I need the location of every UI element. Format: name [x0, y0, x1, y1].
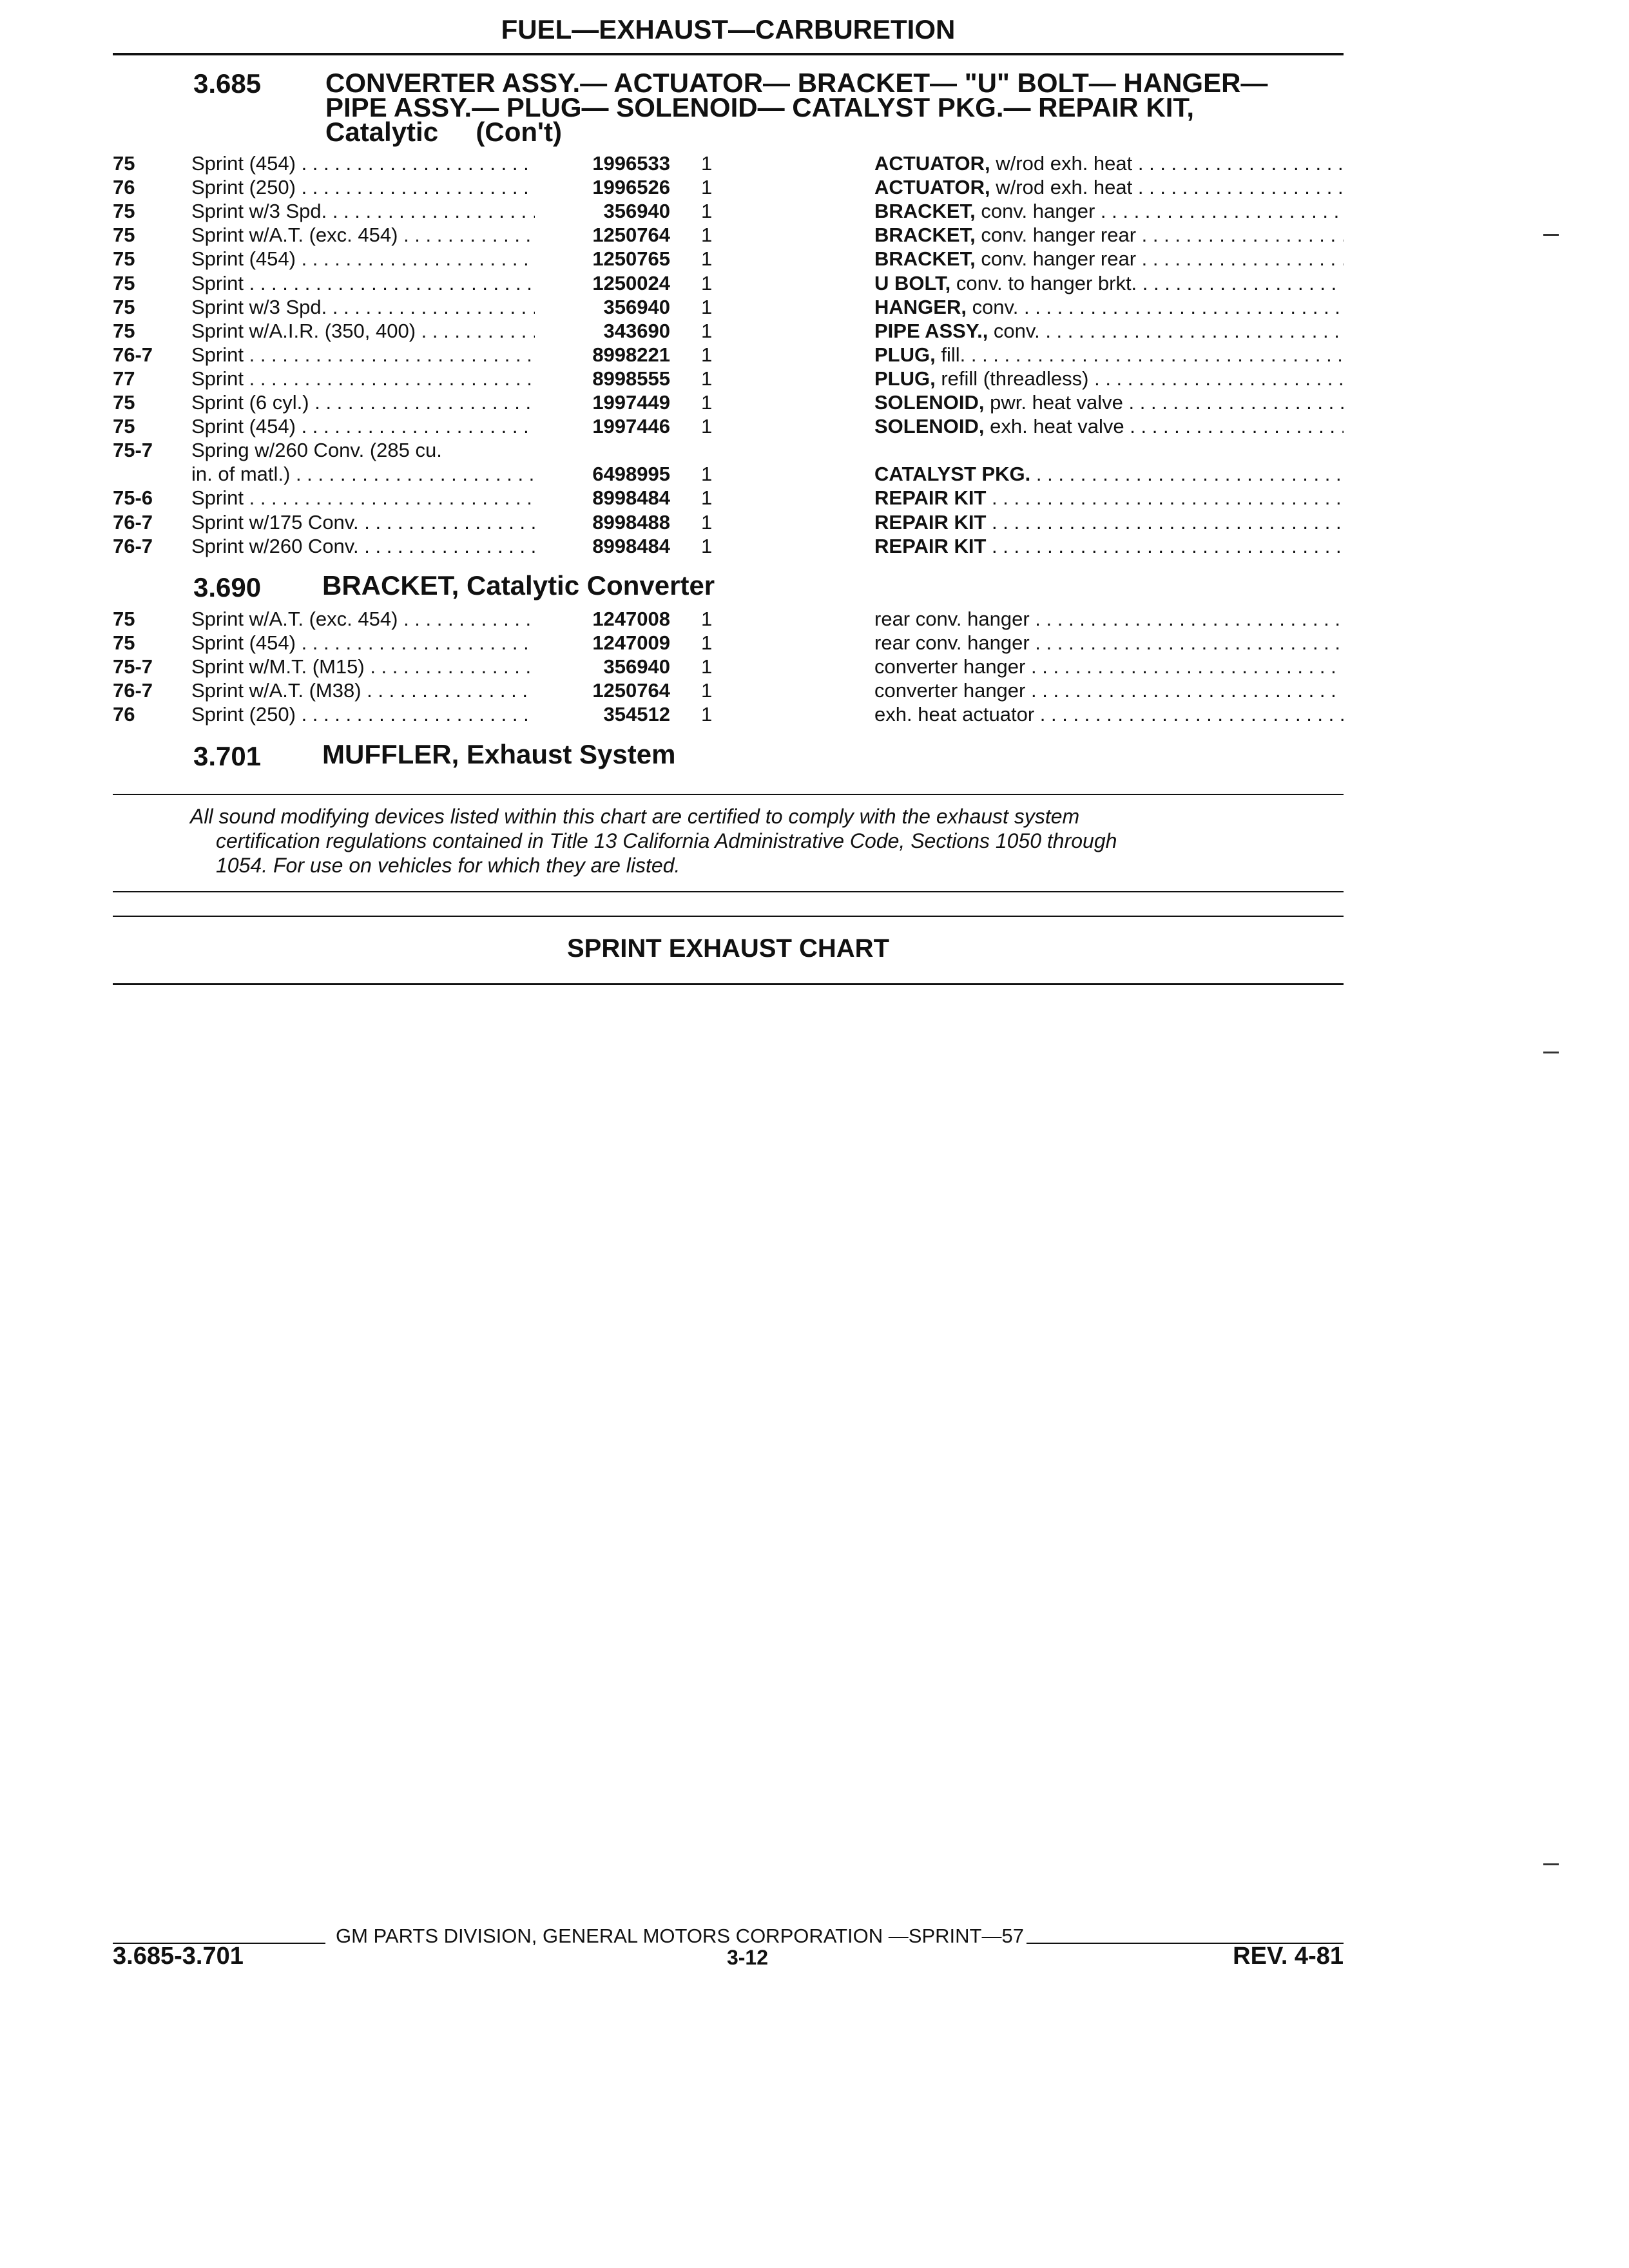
part-detail: conv.: [988, 319, 1040, 342]
part-number: 1250764: [535, 223, 670, 247]
table-row: [0, 223, 1629, 247]
vehicle-model: Spring w/260 Conv. (285 cu.: [191, 439, 442, 462]
part-number: 6498995: [535, 462, 670, 486]
section-3685-title-line: CONVERTER ASSY.— ACTUATOR— BRACKET— "U" BOLT— HANGER—: [325, 68, 1268, 98]
footer-section-range: 3.685-3.701: [113, 1943, 244, 1970]
note-line: 1054. For use on vehicles for which they are listed.: [216, 854, 680, 877]
model-year: 75: [113, 608, 135, 630]
part-name: SOLENOID,: [874, 391, 985, 414]
table-row: [0, 271, 1629, 295]
part-description: [874, 414, 1344, 438]
page-header: FUEL—EXHAUST—CARBURETION: [501, 14, 956, 44]
part-number: 1997449: [535, 390, 670, 414]
part-name: PIPE ASSY.,: [874, 319, 988, 342]
part-description: [874, 390, 1344, 414]
part-number: 356940: [535, 655, 670, 678]
model-year: 76-7: [113, 510, 153, 533]
chart-title: SPRINT EXHAUST CHART: [566, 934, 890, 963]
table-row: [0, 343, 1629, 367]
section-3685-title-line: Catalytic (Con't): [325, 117, 563, 147]
footer-page-number: 3-12: [726, 1946, 769, 1969]
model-year: 75-6: [113, 486, 153, 510]
section-3685-title: [325, 68, 1268, 147]
section-3690-title: BRACKET, Catalytic Converter: [322, 570, 715, 601]
part-number: 1996533: [535, 151, 670, 175]
vehicle-model: Sprint . . .: [191, 343, 543, 367]
quantity: 1: [701, 510, 713, 533]
part-description: [874, 702, 1344, 726]
part-number: 356940: [535, 295, 670, 319]
table-row: [0, 414, 1629, 438]
divider-rule: [113, 983, 1344, 985]
part-detail: w/rod exh. heat: [990, 176, 1133, 199]
quantity: 1: [701, 247, 713, 271]
table-row: [0, 462, 1629, 486]
table-row: [0, 367, 1629, 390]
part-name: SOLENOID,: [874, 415, 985, 438]
model-year: 76-7: [113, 343, 153, 366]
footer-revision: REV. 4-81: [1233, 1943, 1344, 1970]
divider-rule: [113, 891, 1344, 892]
part-name: REPAIR KIT: [874, 534, 987, 557]
model-year: 75: [113, 391, 135, 414]
table-row: [0, 438, 1629, 462]
vehicle-model: in. of matl.) . . .: [191, 462, 543, 486]
model-year: 75: [113, 200, 135, 223]
part-number: 8998484: [535, 534, 670, 558]
part-name: PLUG,: [874, 367, 936, 390]
part-name: BRACKET,: [874, 224, 976, 247]
table-row: [0, 199, 1629, 223]
part-description: [874, 247, 1344, 271]
model-year: 75: [113, 295, 135, 318]
part-description: [874, 367, 1344, 390]
quantity: 1: [701, 200, 713, 223]
part-description: [874, 151, 1344, 175]
vehicle-model: Sprint w/A.T. (M38) . . .: [191, 678, 543, 702]
part-name: REPAIR KIT: [874, 510, 987, 533]
part-detail: conv. hanger rear: [975, 247, 1137, 271]
quantity: 1: [701, 224, 713, 247]
quantity: 1: [701, 534, 713, 557]
vehicle-model: Sprint w/A.I.R. (350, 400) . . .: [191, 319, 543, 343]
part-description: [874, 199, 1344, 223]
quantity: 1: [701, 679, 713, 702]
part-name: BRACKET,: [874, 200, 976, 223]
part-number: 1250024: [535, 271, 670, 295]
model-year: 75: [113, 271, 135, 294]
part-number: 1250765: [535, 247, 670, 271]
vehicle-model: Sprint (454) . . .: [191, 151, 543, 175]
part-description: [874, 319, 1344, 343]
part-name: U BOLT,: [874, 271, 951, 294]
part-name: REPAIR KIT: [874, 486, 987, 510]
model-year: 75: [113, 247, 135, 271]
part-name: HANGER,: [874, 295, 967, 318]
part-detail: rear conv. hanger: [874, 608, 1030, 630]
model-year: 75-7: [113, 655, 153, 678]
part-number: 354512: [535, 702, 670, 726]
part-number: 8998484: [535, 486, 670, 510]
part-description: [874, 607, 1344, 631]
part-name: ACTUATOR,: [874, 176, 990, 199]
section-3685-title-line: PIPE ASSY.— PLUG— SOLENOID— CATALYST PKG.— REPAIR KIT,: [325, 92, 1195, 122]
table-row: [0, 175, 1629, 199]
model-year: 75: [113, 152, 135, 175]
vehicle-model: Sprint w/A.T. (exc. 454) . . .: [191, 223, 543, 247]
part-description: [874, 223, 1344, 247]
part-name: ACTUATOR,: [874, 152, 990, 175]
vehicle-model: Sprint . . .: [191, 486, 543, 510]
section-3701-code: 3.701: [193, 741, 262, 771]
part-description: [874, 175, 1344, 199]
part-description: [874, 486, 1344, 510]
quantity: 1: [701, 367, 713, 390]
model-year: 75: [113, 319, 135, 342]
quantity: 1: [701, 295, 713, 318]
section-3701-title: MUFFLER, Exhaust System: [322, 739, 676, 769]
part-number: 8998488: [535, 510, 670, 534]
note-line: certification regulations contained in Title 13 California Administrative Code, Sections 1050 through: [216, 829, 1117, 852]
table-row: [0, 295, 1629, 319]
quantity: 1: [701, 343, 713, 366]
part-number: 1250764: [535, 678, 670, 702]
part-description: [874, 631, 1344, 655]
quantity: 1: [701, 271, 713, 294]
vehicle-model: Sprint (250) . . .: [191, 175, 543, 199]
part-detail: exh. heat valve: [984, 415, 1124, 438]
part-detail: w/rod exh. heat: [990, 152, 1133, 175]
table-row: [0, 702, 1629, 726]
vehicle-model: Sprint (250) . . .: [191, 702, 543, 726]
footer-division: [113, 1925, 1344, 1948]
quantity: 1: [701, 319, 713, 342]
table-row: [0, 678, 1629, 702]
vehicle-model: Sprint w/175 Conv. . . .: [191, 510, 543, 534]
table-row: [0, 631, 1629, 655]
section-3690-code: 3.690: [193, 572, 262, 602]
quantity: 1: [701, 415, 713, 438]
vehicle-model: Sprint w/3 Spd. . . .: [191, 295, 543, 319]
part-detail: converter hanger: [874, 679, 1026, 702]
section-3685-code: 3.685: [193, 68, 262, 99]
table-row: [0, 655, 1629, 678]
model-year: 75: [113, 224, 135, 247]
part-description: [874, 510, 1344, 534]
margin-mark: [1543, 1052, 1559, 1053]
quantity: 1: [701, 391, 713, 414]
part-detail: conv.: [966, 295, 1019, 318]
part-detail: rear conv. hanger: [874, 631, 1030, 655]
model-year: 77: [113, 367, 135, 390]
quantity: 1: [701, 655, 713, 678]
table-row: [0, 151, 1629, 175]
model-year: 75: [113, 631, 135, 655]
part-detail: conv. to hanger brkt.: [950, 271, 1137, 294]
vehicle-model: Sprint (454) . . .: [191, 247, 543, 271]
part-detail: conv. hanger rear: [975, 224, 1137, 247]
part-detail: refill (threadless): [935, 367, 1089, 390]
part-description: [874, 534, 1344, 558]
part-number: 8998555: [535, 367, 670, 390]
margin-mark: [1543, 1863, 1559, 1865]
quantity: 1: [701, 608, 713, 630]
part-number: 8998221: [535, 343, 670, 367]
part-name: CATALYST PKG.: [874, 463, 1031, 486]
quantity: 1: [701, 703, 713, 726]
certification-note: [190, 804, 1324, 878]
table-row: [0, 390, 1629, 414]
part-description: [874, 462, 1344, 486]
header-rule: [113, 53, 1344, 55]
margin-mark: [1543, 234, 1559, 236]
model-year: 75-7: [113, 439, 153, 462]
model-year: 76: [113, 703, 135, 726]
table-row: [0, 486, 1629, 510]
quantity: 1: [701, 486, 713, 510]
part-description: [874, 343, 1344, 367]
part-number: 1247008: [535, 607, 670, 631]
vehicle-model: Sprint w/260 Conv. . . .: [191, 534, 543, 558]
vehicle-model: Sprint (6 cyl.) . . .: [191, 390, 543, 414]
part-detail: fill.: [935, 343, 966, 366]
part-name: PLUG,: [874, 343, 936, 366]
part-description: [874, 271, 1344, 295]
vehicle-model: Sprint w/M.T. (M15) . . .: [191, 655, 543, 678]
vehicle-model: Sprint (454) . . .: [191, 414, 543, 438]
part-description: [874, 295, 1344, 319]
divider-rule: [113, 794, 1344, 795]
footer-division-text: GM PARTS DIVISION, GENERAL MOTORS CORPORATION —SPRINT—57: [336, 1925, 1024, 1947]
part-description: [874, 655, 1344, 678]
quantity: 1: [701, 463, 713, 486]
table-row: [0, 510, 1629, 534]
vehicle-model: Sprint w/3 Spd. . . .: [191, 199, 543, 223]
model-year: 76-7: [113, 679, 153, 702]
part-detail: pwr. heat valve: [984, 391, 1123, 414]
part-description: [874, 678, 1344, 702]
quantity: 1: [701, 152, 713, 175]
part-number: 1997446: [535, 414, 670, 438]
part-detail: conv. hanger: [975, 200, 1095, 223]
part-name: BRACKET,: [874, 247, 976, 271]
part-detail: exh. heat actuator: [874, 703, 1035, 726]
model-year: 76: [113, 176, 135, 199]
model-year: 76-7: [113, 534, 153, 557]
table-row: [0, 534, 1629, 558]
vehicle-model: Sprint w/A.T. (exc. 454) . . .: [191, 607, 543, 631]
table-row: [0, 247, 1629, 271]
note-line: All sound modifying devices listed within this chart are certified to comply with the exhaust system: [190, 805, 1080, 828]
table-row: [0, 319, 1629, 343]
table-row: [0, 607, 1629, 631]
vehicle-model: Sprint . . .: [191, 271, 543, 295]
quantity: 1: [701, 631, 713, 655]
quantity: 1: [701, 176, 713, 199]
part-number: 1247009: [535, 631, 670, 655]
part-number: 1996526: [535, 175, 670, 199]
vehicle-model: Sprint (454) . . .: [191, 631, 543, 655]
model-year: 75: [113, 415, 135, 438]
part-detail: converter hanger: [874, 655, 1026, 678]
part-number: 356940: [535, 199, 670, 223]
divider-rule: [113, 916, 1344, 917]
part-number: 343690: [535, 319, 670, 343]
vehicle-model: Sprint . . .: [191, 367, 543, 390]
